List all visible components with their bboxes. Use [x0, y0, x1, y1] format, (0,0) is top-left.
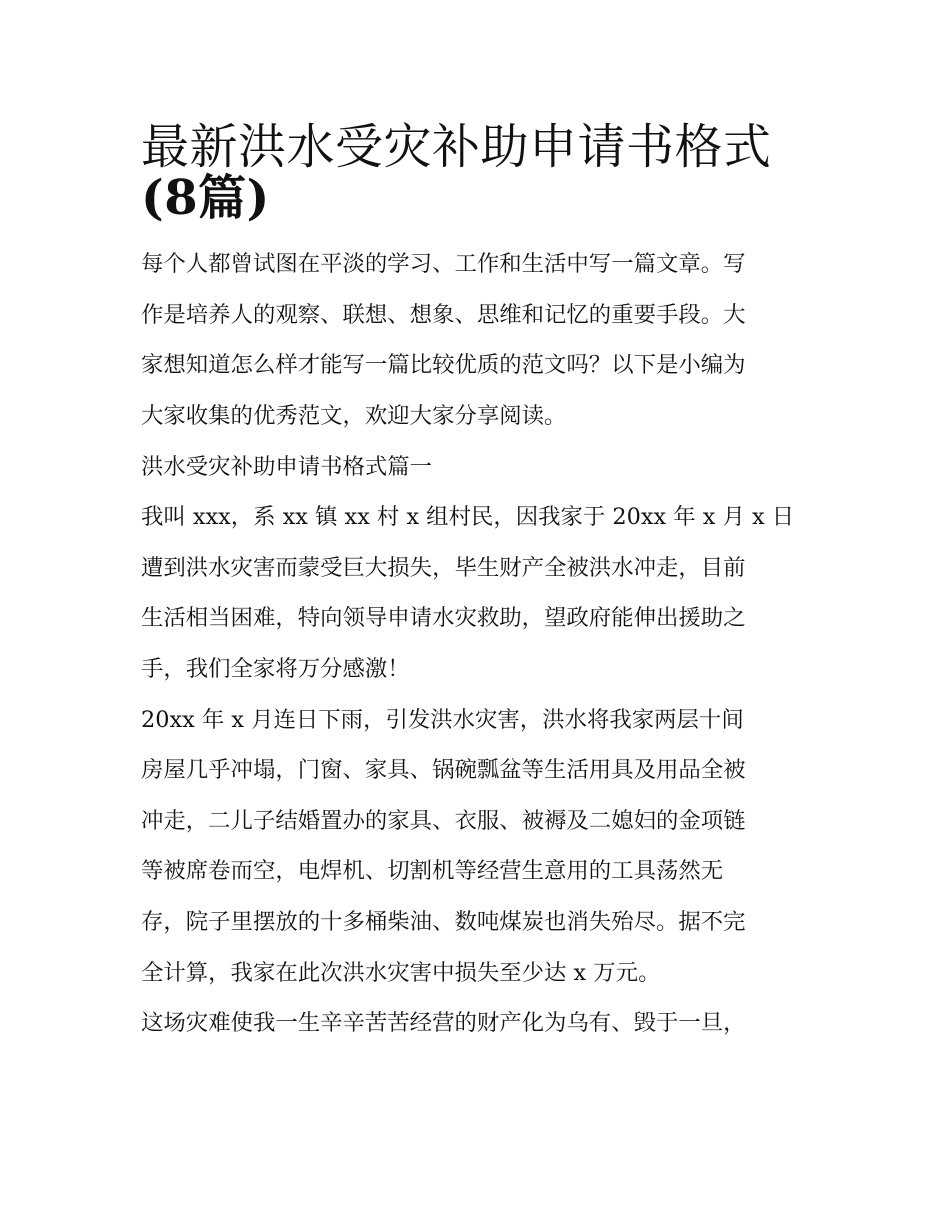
body-line: 等被席卷而空，电焊机、切割机等经营生意用的工具荡然无	[141, 858, 724, 885]
body-line: 20xx 年 x 月连日下雨，引发洪水灾害，洪水将我家两层十间	[141, 706, 744, 733]
body-line: 生活相当困难，特向领导申请水灾救助，望政府能伸出援助之	[141, 605, 746, 632]
body-line: 存，院子里摆放的十多桶柴油、数吨煤炭也消失殆尽。据不完	[141, 908, 746, 935]
body-line: 手，我们全家将万分感激！	[141, 655, 410, 682]
body-line: 这场灾难使我一生辛辛苦苦经营的财产化为乌有、毁于一旦，	[141, 1010, 746, 1037]
document-content	[141, 112, 811, 1049]
body-line: 家想知道怎么样才能写一篇比较优质的范文吗？以下是小编为	[141, 352, 746, 379]
body-line: 作是培养人的观察、联想、想象、思维和记忆的重要手段。大	[141, 301, 746, 328]
body-line: 冲走，二儿子结婚置办的家具、衣服、被褥及二媳妇的金项链	[141, 807, 746, 834]
title-line-1: 最新洪水受灾补助申请书格式	[141, 119, 772, 175]
body-line: 遭到洪水灾害而蒙受巨大损失，毕生财产全被洪水冲走，目前	[141, 554, 746, 581]
section-heading: 洪水受灾补助申请书格式篇一	[141, 453, 433, 480]
document-title	[141, 112, 811, 226]
body-line: 每个人都曾试图在平淡的学习、工作和生活中写一篇文章。写	[141, 251, 746, 278]
body-line: 房屋几乎冲塌，门窗、家具、锅碗瓢盆等生活用具及用品全被	[141, 757, 746, 784]
body-line: 我叫 xxx，系 xx 镇 xx 村 x 组村民，因我家于 20xx 年 x 月 x 日	[141, 504, 795, 531]
document-body	[141, 239, 811, 1049]
title-line-2: (8篇)	[141, 169, 270, 226]
body-line: 全计算，我家在此次洪水灾害中损失至少达 x 万元。	[141, 959, 661, 986]
body-line: 大家收集的优秀范文，欢迎大家分享阅读。	[141, 402, 567, 429]
